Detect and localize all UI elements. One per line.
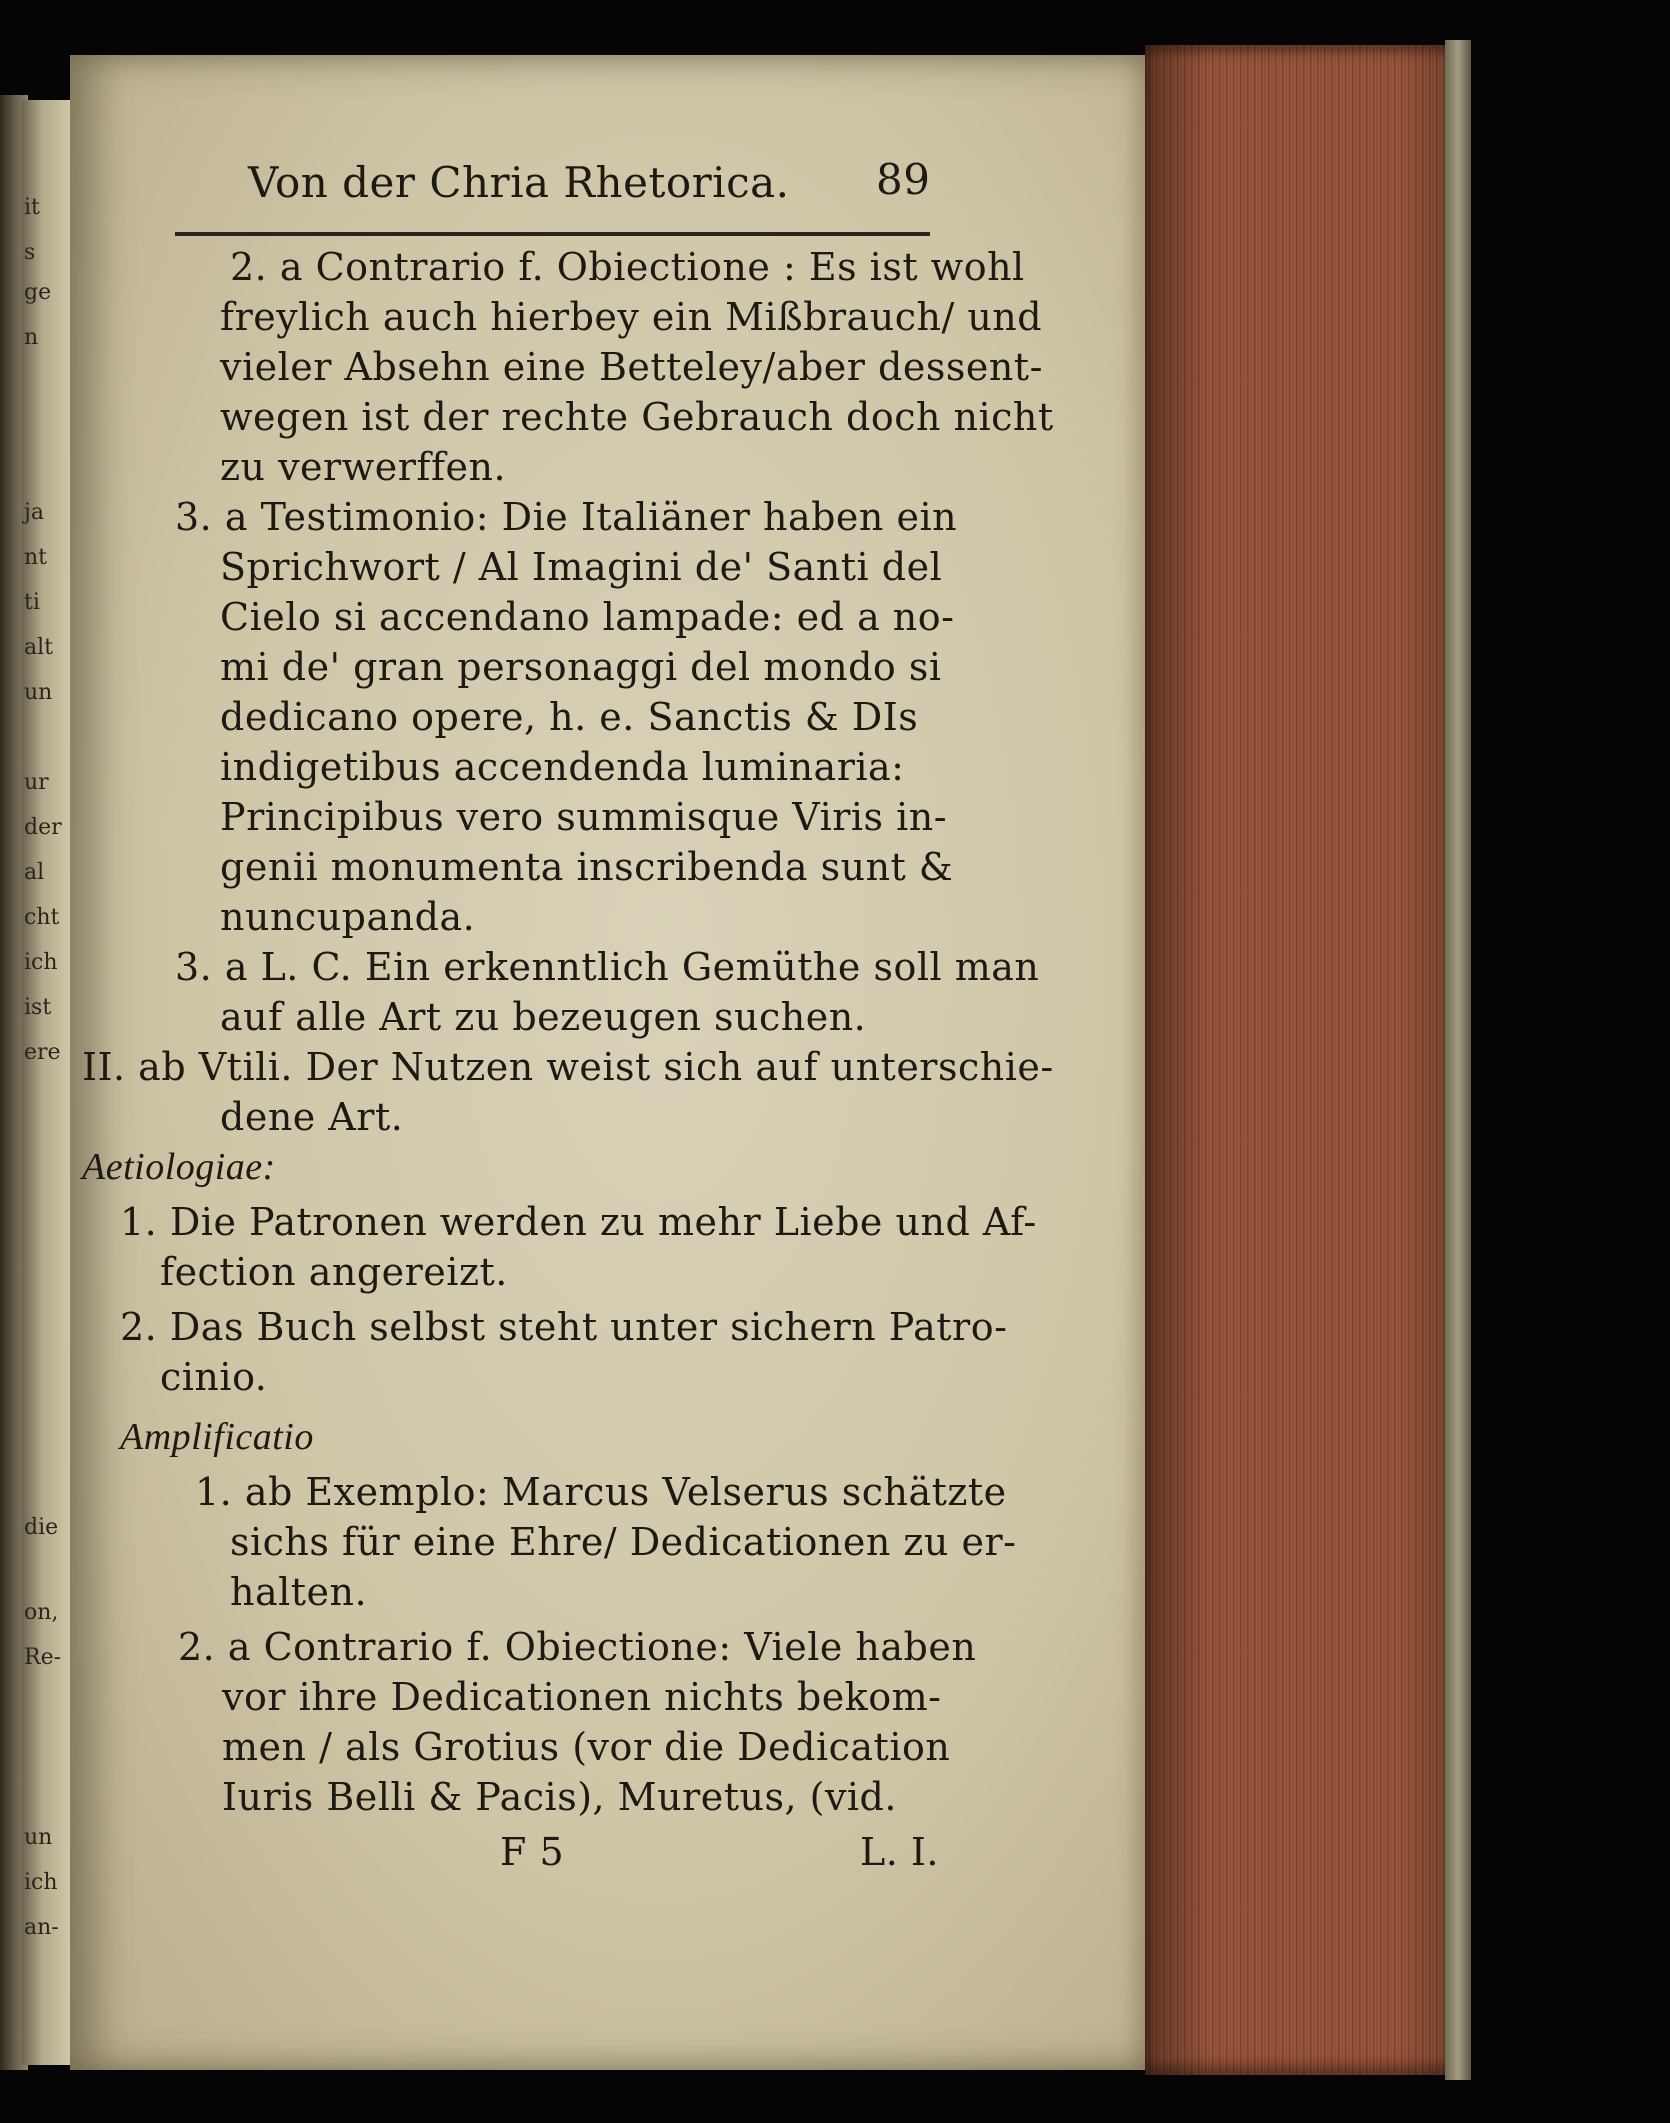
- margin-fragment: ti: [24, 590, 40, 615]
- header-rule: [175, 232, 930, 236]
- margin-fragment: un: [24, 680, 53, 705]
- text-line: Iuris Belli & Pacis), Muretus, (vid.: [222, 1775, 897, 1819]
- text-line: mi de' gran personaggi del mondo si: [220, 645, 942, 689]
- text-line: dedicano opere, h. e. Sanctis & DIs: [220, 695, 919, 739]
- text-line: indigetibus accendenda luminaria:: [220, 745, 905, 789]
- text-line: 2. a Contrario f. Obiectione: Viele haben: [178, 1625, 977, 1669]
- text-line: vieler Absehn eine Betteley/aber dessent-: [220, 345, 1043, 389]
- text-line: dene Art.: [220, 1095, 404, 1139]
- page-edges: [1145, 45, 1465, 2075]
- margin-fragment: ur: [24, 770, 49, 795]
- margin-fragment: die: [24, 1515, 59, 1540]
- margin-fragment: Re-: [24, 1645, 62, 1670]
- margin-fragment: un: [24, 1825, 53, 1850]
- text-line: 3. a Testimonio: Die Italiäner haben ein: [175, 495, 958, 539]
- text-line: fection angereizt.: [160, 1250, 508, 1294]
- text-line: auf alle Art zu bezeugen suchen.: [220, 995, 867, 1039]
- text-line: II. ab Vtili. Der Nutzen weist sich auf unterschie-: [82, 1045, 1054, 1089]
- margin-fragment: ich: [24, 1870, 58, 1895]
- margin-fragment: al: [24, 860, 45, 885]
- text-line: zu verwerffen.: [220, 445, 507, 489]
- text-line: Cielo si accendano lampade: ed a no-: [220, 595, 955, 639]
- margin-fragment: on,: [24, 1600, 59, 1625]
- section-heading: Amplificatio: [120, 1416, 314, 1458]
- text-line: vor ihre Dedicationen nichts bekom-: [222, 1675, 942, 1719]
- text-line: genii monumenta inscribenda sunt &: [220, 845, 954, 889]
- margin-fragment: n: [24, 325, 39, 350]
- margin-fragment: s: [24, 240, 36, 265]
- margin-fragment: it: [24, 195, 40, 220]
- margin-fragment: ja: [24, 500, 44, 525]
- margin-fragment: cht: [24, 905, 60, 930]
- text-line: 1. Die Patronen werden zu mehr Liebe und Af-: [120, 1200, 1037, 1244]
- margin-fragment: ich: [24, 950, 58, 975]
- catchword: L. I.: [860, 1830, 939, 1874]
- section-heading: Aetiologiae:: [82, 1146, 276, 1188]
- margin-fragment: alt: [24, 635, 53, 660]
- text-line: men / als Grotius (vor die Dedication: [222, 1725, 951, 1769]
- text-line: halten.: [230, 1570, 368, 1614]
- margin-fragment: der: [24, 815, 62, 840]
- running-title: Von der Chria Rhetorica.: [248, 158, 790, 207]
- text-line: freylich auch hierbey ein Mißbrauch/ und: [220, 295, 1043, 339]
- margin-fragment: ge: [24, 280, 52, 305]
- text-line: 2. Das Buch selbst steht unter sichern Patro-: [120, 1305, 1008, 1349]
- margin-fragment: ist: [24, 995, 52, 1020]
- text-line: cinio.: [160, 1355, 268, 1399]
- text-line: 3. a L. C. Ein erkenntlich Gemüthe soll man: [175, 945, 1040, 989]
- text-line: 2. a Contrario f. Obiectione : Es ist wohl: [230, 245, 1025, 289]
- text-line: Principibus vero summisque Viris in-: [220, 795, 948, 839]
- text-line: sichs für eine Ehre/ Dedicationen zu er-: [230, 1520, 1017, 1564]
- text-line: wegen ist der rechte Gebrauch doch nicht: [220, 395, 1054, 439]
- text-line: nuncupanda.: [220, 895, 476, 939]
- signature-mark: F 5: [500, 1830, 565, 1874]
- margin-fragment: ere: [24, 1040, 61, 1065]
- book-spine-edge: [1445, 40, 1471, 2080]
- margin-fragment: nt: [24, 545, 48, 570]
- margin-fragment: an-: [24, 1915, 59, 1940]
- page-number: 89: [876, 155, 931, 204]
- text-line: 1. ab Exemplo: Marcus Velserus schätzte: [195, 1470, 1007, 1514]
- text-line: Sprichwort / Al Imagini de' Santi del: [220, 545, 943, 589]
